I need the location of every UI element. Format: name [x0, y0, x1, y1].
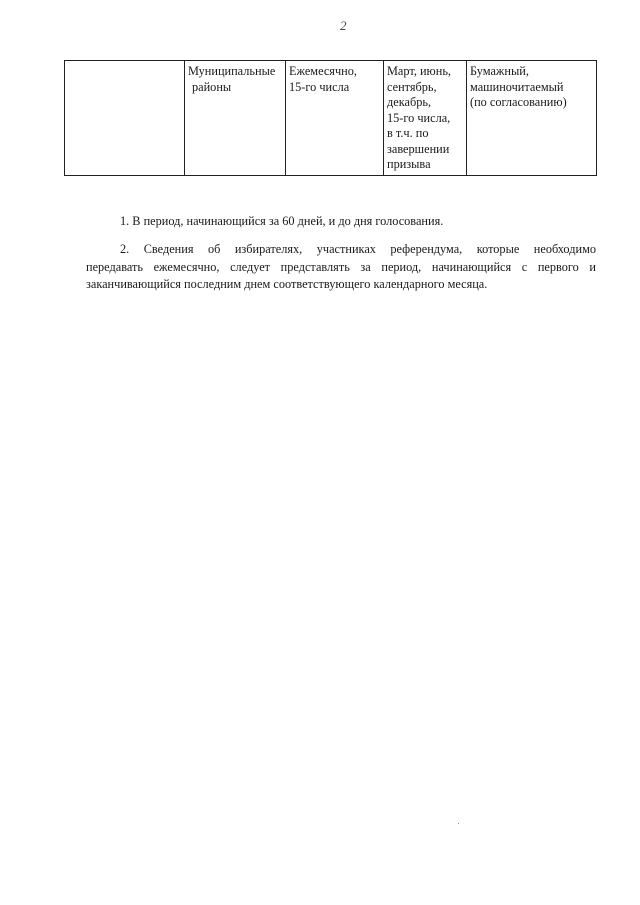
- cell-text-line: призыва: [387, 157, 431, 171]
- footnote-2: [86, 241, 596, 294]
- cell-text-line: сентябрь,: [387, 79, 437, 94]
- table-cell-format: [467, 61, 597, 176]
- cell-text-line: Март, июнь,: [387, 64, 452, 78]
- cell-text-line: 15-го числа: [289, 79, 350, 94]
- cell-text-line: в т.ч. по: [387, 126, 429, 140]
- document-table: [64, 60, 597, 176]
- footnote-2-line: заканчивающийся последним днем соответствующего календарного месяца.: [86, 277, 488, 291]
- footnote-2-line: передавать ежемесячно, следует представлять за период, начинающийся с первого и: [86, 259, 596, 274]
- cell-text-line: Муниципальные: [188, 64, 276, 78]
- footnote-1: 1. В период, начинающийся за 60 дней, и до дня голосования.: [120, 214, 444, 228]
- scan-speck: [458, 823, 459, 824]
- cell-text-line: завершении: [387, 141, 450, 156]
- table-row: [65, 61, 597, 176]
- cell-text-line: (по согласованию): [470, 95, 567, 109]
- cell-text-line: Бумажный,: [470, 64, 529, 78]
- cell-text-line: машиночитаемый: [470, 79, 564, 94]
- table-cell-schedule: [384, 61, 467, 176]
- table-cell-frequency: [286, 61, 384, 176]
- cell-text-line: районы: [192, 79, 232, 94]
- cell-text-line: 15-го числа,: [387, 110, 451, 125]
- footnote-2-line: 2. Сведения об избирателях, участниках референдума, которые необходимо: [120, 242, 596, 256]
- page-number: 2: [340, 18, 347, 33]
- cell-text-line: декабрь,: [387, 95, 432, 109]
- table-cell-empty: [65, 61, 185, 176]
- cell-text-line: Ежемесячно,: [289, 64, 357, 78]
- table-cell-territory: [185, 61, 286, 176]
